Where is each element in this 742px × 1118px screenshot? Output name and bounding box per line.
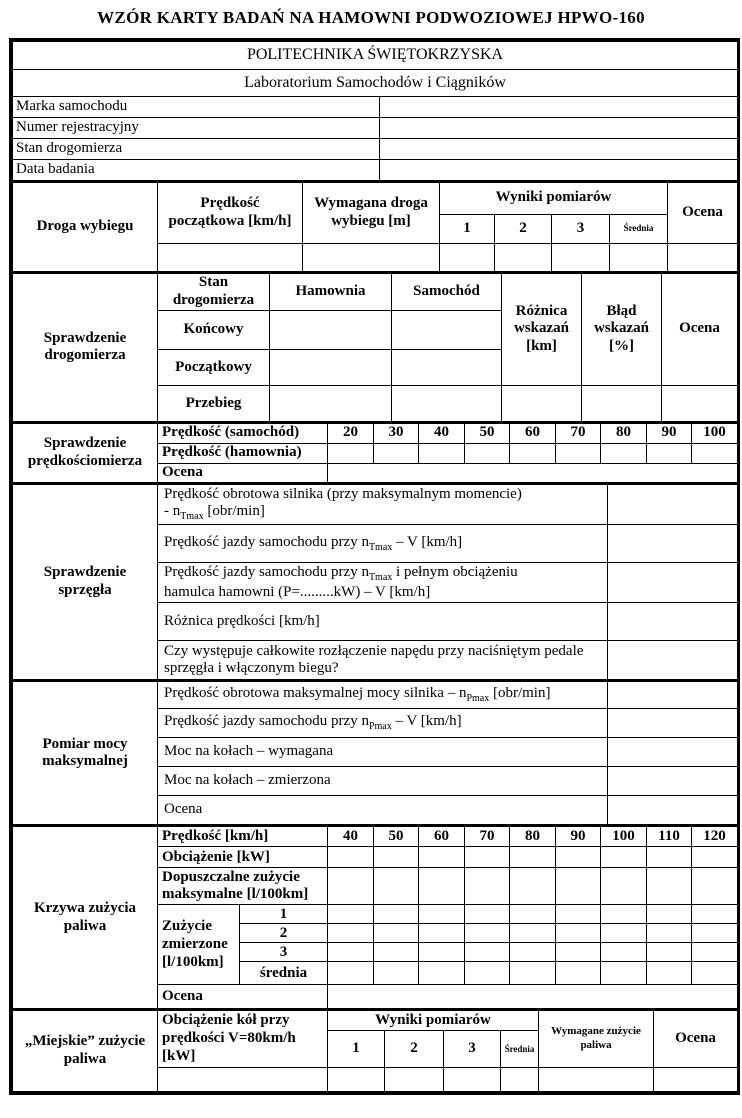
blank-cell [465,443,510,463]
droga-wybiegu-table [12,181,738,272]
blank-cell [419,962,465,985]
blank-cell [510,924,556,943]
section-label-sprawdzenie-drogomierza: Sprawdzenie drogomierza [13,273,158,422]
subrow-header-2: 2 [240,924,328,943]
row-header-predkosc-samochod: Prędkość (samochód) [158,423,328,443]
col-header-blad-wskazan: Błąd wskazań [%] [582,273,662,386]
row-desc-roznica-predkosci [158,603,608,641]
speed-header-cell: 80 [601,423,647,443]
blank-cell [158,1067,328,1091]
subscript-ntmax: Tmax [368,541,393,553]
row-desc-predkosc-pelne-obciazenie [158,562,608,602]
subrow-header-srednia: średnia [240,962,328,985]
desc-text: [obr/min] [489,685,551,702]
blank-cell [374,962,419,985]
blank-cell [510,868,556,905]
speed-header-cell: 40 [419,423,465,443]
row-desc-moc-wymagana [158,737,608,766]
blank-cell [608,795,738,824]
blank-cell [465,905,510,924]
miejskie-zuzycie-table [12,1009,738,1091]
desc-text: Prędkość jazdy samochodu przy n [164,533,369,550]
col-header-pomiar-2: 2 [385,1031,444,1067]
blank-cell [556,924,601,943]
section-label-pomiar-mocy: Pomiar mocy maksymalnej [13,681,158,824]
blank-cell [270,350,392,386]
col-header-roznica-wskazan: Różnica wskazań [km] [502,273,582,386]
institution-name: POLITECHNIKA ŚWIĘTOKRZYSKA [13,42,738,70]
blank-cell [328,985,738,1009]
speed-header-cell: 60 [419,826,465,847]
speed-header-cell: 100 [601,826,647,847]
speed-header-cell: 90 [647,423,692,443]
blank-cell [601,962,647,985]
col-header-wyniki-pomiarow: Wyniki pomiarów [328,1010,539,1030]
row-desc-predkosc-jazdy-npmax [158,708,608,737]
blank-cell [647,868,692,905]
speed-header-cell: 20 [328,423,374,443]
blank-cell [556,847,601,868]
blank-cell [601,443,647,463]
blank-cell [374,847,419,868]
blank-cell [328,847,374,868]
header-info-table [12,41,738,181]
blank-cell [419,847,465,868]
blank-cell [552,243,610,271]
blank-cell [647,847,692,868]
col-header-srednia: Średnia [610,214,668,243]
subrow-header-3: 3 [240,943,328,962]
blank-cell [328,868,374,905]
section-label-sprawdzenie-predkosciomierza: Sprawdzenie prędkościomierza [13,423,158,482]
blank-cell [647,443,692,463]
blank-cell [465,868,510,905]
col-header-predkosc-poczatkowa: Prędkość początkowa [km/h] [158,182,303,243]
info-label-data-badania: Data badania [13,160,380,181]
col-header-obciazenie-kol: Obciążenie kół przy prędkości V=80km/h [kW] [158,1010,328,1067]
desc-text: Ocena [164,801,203,818]
blank-cell [608,562,738,602]
pomiar-mocy-table [12,680,738,825]
desc-text: Moc na kołach – zmierzona [164,772,331,789]
sprawdzenie-drogomierza-table [12,272,738,423]
speed-header-cell: 80 [510,826,556,847]
blank-cell [392,311,502,350]
blank-cell [601,943,647,962]
blank-cell [465,962,510,985]
blank-cell [601,905,647,924]
subscript-ntmax: Tmax [180,511,204,523]
blank-cell [601,868,647,905]
col-header-stan-drogomierza: Stan drogomierza [158,273,270,311]
info-label-stan-drogomierza: Stan drogomierza [13,139,380,160]
subscript-npmax: Pmax [368,721,392,733]
blank-cell [270,311,392,350]
blank-cell [510,962,556,985]
speed-header-cell: 70 [556,423,601,443]
blank-cell [510,443,556,463]
blank-cell [510,905,556,924]
col-header-pomiar-3: 3 [444,1031,501,1067]
row-desc-ocena [158,795,608,824]
blank-cell [582,386,662,422]
speed-header-cell: 60 [510,423,556,443]
col-header-hamownia: Hamownia [270,273,392,311]
blank-cell [444,1067,501,1091]
laboratory-name: Laboratorium Samochodów i Ciągników [13,70,738,97]
blank-cell [392,386,502,422]
blank-cell [608,603,738,641]
desc-text: Moc na kołach – wymagana [164,743,334,760]
col-header-ocena: Ocena [654,1010,738,1067]
section-label-krzywa-zuzycia: Krzywa zużycia paliwa [13,826,158,1009]
desc-text: – V [km/h] [391,713,462,730]
row-header-ocena: Ocena [158,463,328,482]
sprawdzenie-sprzegla-table [12,483,738,681]
blank-cell [647,905,692,924]
form-title: WZÓR KARTY BADAŃ NA HAMOWNI PODWOZIOWEJ HPWO-160 [97,8,645,27]
blank-cell [465,924,510,943]
blank-cell [419,943,465,962]
row-header-predkosc: Prędkość [km/h] [158,826,328,847]
blank-cell [556,962,601,985]
blank-cell [556,943,601,962]
blank-cell [662,386,738,422]
blank-cell [610,243,668,271]
blank-cell [374,868,419,905]
desc-text: i pełnym obciążeniu [392,563,518,580]
desc-text: [obr/min] [203,503,265,520]
row-desc-rozlaczenie-napedu [158,641,608,680]
col-header-pomiar-2: 2 [495,214,552,243]
row-desc-predkosc-obrotowa-ntmax [158,484,608,525]
form-table-frame [9,38,740,1095]
blank-cell [380,97,738,118]
speed-header-cell: 40 [328,826,374,847]
blank-cell [158,243,303,271]
krzywa-zuzycia-paliwa-table [12,825,738,1010]
desc-text: Prędkość jazdy samochodu przy n [164,713,369,730]
speed-header-cell: 120 [692,826,738,847]
speed-header-cell: 50 [374,826,419,847]
row-header-ocena: Ocena [158,985,328,1009]
blank-cell [440,243,495,271]
col-header-pomiar-1: 1 [328,1031,385,1067]
blank-cell [419,443,465,463]
blank-cell [328,943,374,962]
blank-cell [608,641,738,680]
speed-header-cell: 30 [374,423,419,443]
subscript-ntmax: Tmax [368,571,393,583]
blank-cell [328,905,374,924]
col-header-srednia: Średnia [501,1031,539,1067]
blank-cell [556,905,601,924]
section-label-droga-wybiegu: Droga wybiegu [13,182,158,271]
speed-header-cell: 110 [647,826,692,847]
subscript-npmax: Pmax [466,693,490,705]
blank-cell [465,847,510,868]
blank-cell [510,847,556,868]
col-header-ocena: Ocena [668,182,738,243]
desc-text: – V [km/h] [392,533,463,550]
blank-cell [328,443,374,463]
blank-cell [270,386,392,422]
blank-cell [501,1067,539,1091]
info-label-numer-rejestracyjny: Numer rejestracyjny [13,118,380,139]
blank-cell [510,943,556,962]
row-header-koncowy: Końcowy [158,311,270,350]
desc-text: Czy występuje całkowite rozłączenie napędu przy naciśniętym pedale sprzęgła i włączonym biegu? [164,642,584,677]
blank-cell [303,243,440,271]
blank-cell [608,766,738,795]
blank-cell [692,847,738,868]
blank-cell [692,924,738,943]
blank-cell [385,1067,444,1091]
blank-cell [601,924,647,943]
desc-text: hamulca hamowni (P=.........kW) – V [km/h] [164,583,431,600]
blank-cell [502,386,582,422]
col-header-samochod: Samochód [392,273,502,311]
blank-cell [374,924,419,943]
blank-cell [380,139,738,160]
col-header-wyniki-pomiarow: Wyniki pomiarów [440,182,668,214]
row-desc-predkosc-obrotowa-npmax [158,681,608,708]
blank-cell [556,443,601,463]
subrow-header-1: 1 [240,905,328,924]
col-header-wymagane-zuzycie: Wymagane zużycie paliwa [539,1010,654,1067]
blank-cell [608,737,738,766]
blank-cell [647,943,692,962]
blank-cell [692,443,738,463]
blank-cell [495,243,552,271]
blank-cell [419,924,465,943]
row-header-obciazenie: Obciążenie [kW] [158,847,328,868]
desc-text: - n [164,503,181,520]
blank-cell [692,943,738,962]
blank-cell [608,524,738,562]
blank-cell [374,905,419,924]
col-header-wymagana-droga: Wymagana droga wybiegu [m] [303,182,440,243]
col-header-pomiar-3: 3 [552,214,610,243]
section-label-sprawdzenie-sprzegla: Sprawdzenie sprzęgła [13,484,158,680]
row-header-zuzycie-zmierzone: Zużycie zmierzone [l/100km] [158,905,240,985]
row-desc-predkosc-jazdy-ntmax [158,524,608,562]
blank-cell [608,708,738,737]
blank-cell [692,905,738,924]
blank-cell [419,868,465,905]
blank-cell [601,847,647,868]
blank-cell [328,1067,385,1091]
blank-cell [556,868,601,905]
blank-cell [465,943,510,962]
speed-header-cell: 50 [465,423,510,443]
blank-cell [608,484,738,525]
desc-text: Różnica prędkości [km/h] [164,613,320,630]
col-header-pomiar-1: 1 [440,214,495,243]
blank-cell [668,243,738,271]
blank-cell [647,924,692,943]
blank-cell [392,350,502,386]
row-header-dopuszczalne-zuzycie: Dopuszczalne zużycie maksymalne [l/100km] [158,868,328,905]
row-header-predkosc-hamownia: Prędkość (hamownia) [158,443,328,463]
blank-cell [608,681,738,708]
blank-cell [654,1067,738,1091]
blank-cell [647,962,692,985]
speed-header-cell: 90 [556,826,601,847]
row-header-przebieg: Przebieg [158,386,270,422]
blank-cell [374,943,419,962]
desc-text: Prędkość jazdy samochodu przy n [164,563,369,580]
desc-text: Prędkość obrotowa maksymalnej mocy silnika – n [164,685,467,702]
blank-cell [539,1067,654,1091]
blank-cell [692,868,738,905]
row-desc-moc-zmierzona [158,766,608,795]
blank-cell [380,118,738,139]
row-header-poczatkowy: Początkowy [158,350,270,386]
blank-cell [419,905,465,924]
sprawdzenie-predkosciomierza-table [12,422,738,483]
speed-header-cell: 100 [692,423,738,443]
blank-cell [328,463,738,482]
info-label-marka-samochodu: Marka samochodu [13,97,380,118]
blank-cell [328,924,374,943]
section-label-miejskie-zuzycie: „Miejskie” zużycie paliwa [13,1010,158,1091]
blank-cell [380,160,738,181]
speed-header-cell: 70 [465,826,510,847]
blank-cell [374,443,419,463]
desc-text: Prędkość obrotowa silnika (przy maksymalnym momencie) [164,485,522,502]
col-header-ocena: Ocena [662,273,738,386]
blank-cell [692,962,738,985]
blank-cell [328,962,374,985]
